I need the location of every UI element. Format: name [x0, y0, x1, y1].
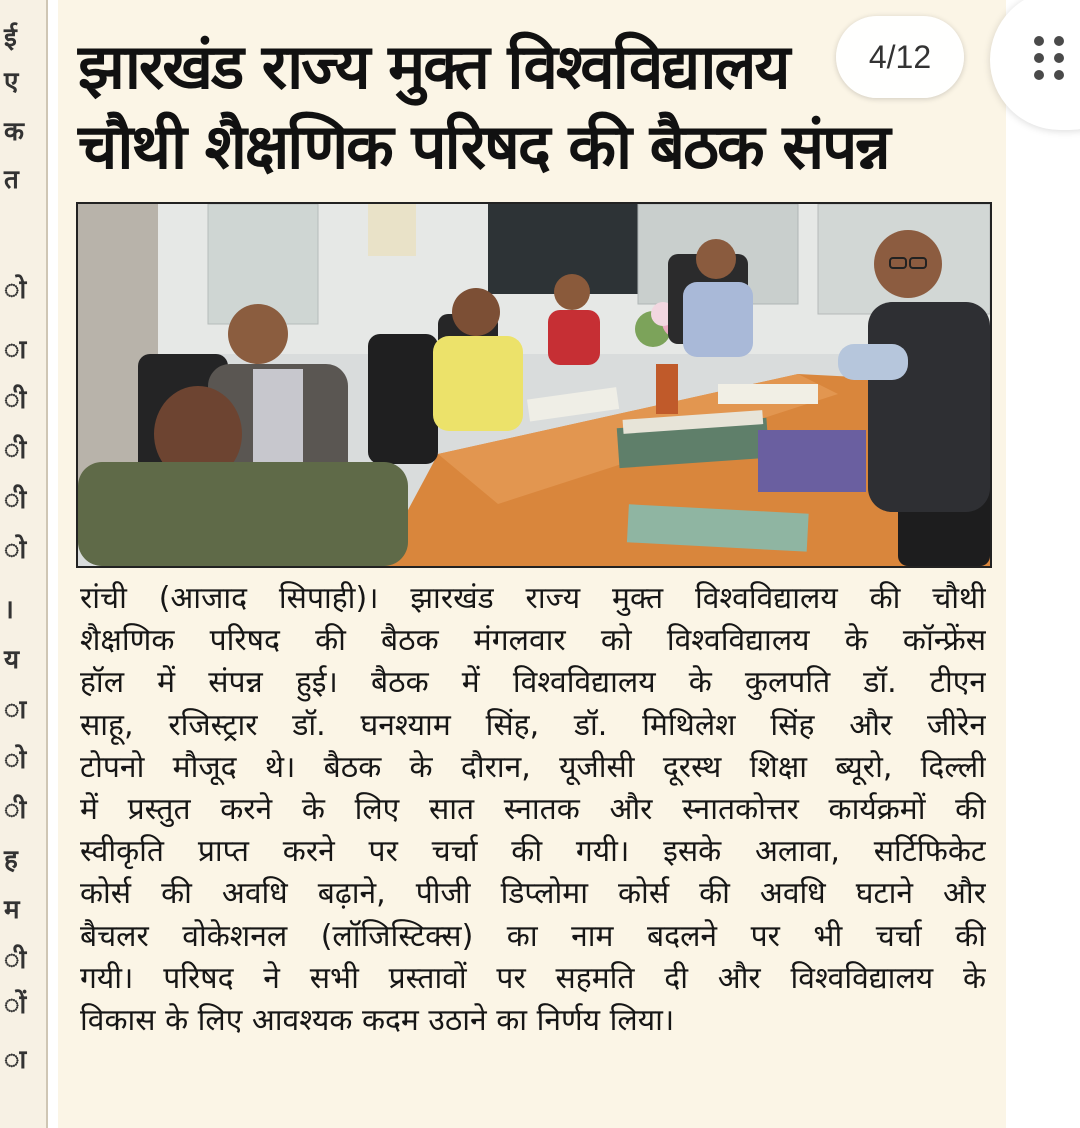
article-body-line: स्वीकृति प्राप्त करने पर चर्चा की गयी। इसके अलावा, सर्टिफिकेट: [80, 834, 986, 870]
article-body-line: बैचलर वोकेशनल (लॉजिस्टिक्स) का नाम बदलने पर भी चर्चा की: [80, 918, 986, 954]
article-body-line: गयी। परिषद ने सभी प्रस्तावों पर सहमति दी और विश्वविद्यालय के: [80, 960, 986, 996]
article-body-line: हॉल में संपन्न हुई। बैठक में विश्वविद्यालय के कुलपति डॉ. टीएन: [80, 665, 986, 701]
left-column-fragment-char: ा: [4, 695, 27, 725]
left-column-fragment-char: ों: [4, 990, 27, 1020]
left-column-fragment-char: ी: [4, 485, 27, 515]
article-body-line: शैक्षणिक परिषद की बैठक मंगलवार को विश्वविद्यालय के कॉन्फ्रेंस: [80, 623, 986, 659]
left-column-fragment-char: ी: [4, 945, 27, 975]
newspaper-article: [58, 0, 1006, 1128]
article-body-line: रांची (आजाद सिपाही)। झारखंड राज्य मुक्त विश्वविद्यालय की चौथी: [80, 581, 986, 616]
article-body-line: साहू, रजिस्ट्रार डॉ. घनश्याम सिंह, डॉ. मिथिलेश सिंह और जीरेन: [80, 707, 986, 743]
left-column-fragment-char: ो: [4, 745, 27, 775]
left-column-fragment-char: ी: [4, 795, 27, 825]
left-column-fragment-char: म: [4, 895, 20, 925]
article-body-line: विकास के लिए आवश्यक कदम उठाने का निर्णय लिया।: [80, 1002, 675, 1038]
top-cut-text: [58, 0, 1006, 8]
left-column-fragment-char: ो: [4, 535, 27, 565]
page-counter: 4/12: [836, 16, 964, 98]
left-column-fragment-char: क: [4, 117, 24, 147]
headline-line-1: झारखंड राज्य मुक्त विश्वविद्यालय: [78, 30, 789, 103]
left-column-fragment-char: य: [4, 645, 20, 675]
left-column-fragment-char: ।: [4, 595, 14, 625]
adjacent-column-fragment: [0, 0, 46, 1128]
meeting-photo: [76, 202, 992, 568]
left-column-fragment-char: ह: [4, 845, 18, 875]
article-body-line: कोर्स की अवधि बढ़ाने, पीजी डिप्लोमा कोर्स की अवधि घटाने और: [80, 876, 986, 912]
headline-line-2: चौथी शैक्षणिक परिषद की बैठक संपन्न: [78, 110, 889, 183]
left-column-fragment-char: त: [4, 165, 19, 195]
left-column-fragment-char: ी: [4, 435, 27, 465]
article-body-line: में प्रस्तुत करने के लिए सात स्नातक और स्नातकोत्तर कार्यक्रमों की: [80, 791, 986, 827]
article-body-line: टोपनो मौजूद थे। बैठक के दौरान, यूजीसी दूरस्थ शिक्षा ब्यूरो, दिल्ली: [80, 749, 986, 785]
left-column-fragment-char: ी: [4, 385, 27, 415]
left-column-fragment-char: ई: [4, 23, 17, 53]
viewer-background: [1006, 0, 1080, 1128]
left-column-fragment-char: ए: [4, 67, 19, 97]
column-divider: [46, 0, 48, 1128]
left-column-fragment-char: ो: [4, 275, 27, 305]
left-column-fragment-char: ा: [4, 1045, 27, 1075]
left-column-fragment-char: ा: [4, 335, 27, 365]
article-body: [80, 578, 986, 1042]
grid-dots-icon: [1034, 36, 1066, 80]
